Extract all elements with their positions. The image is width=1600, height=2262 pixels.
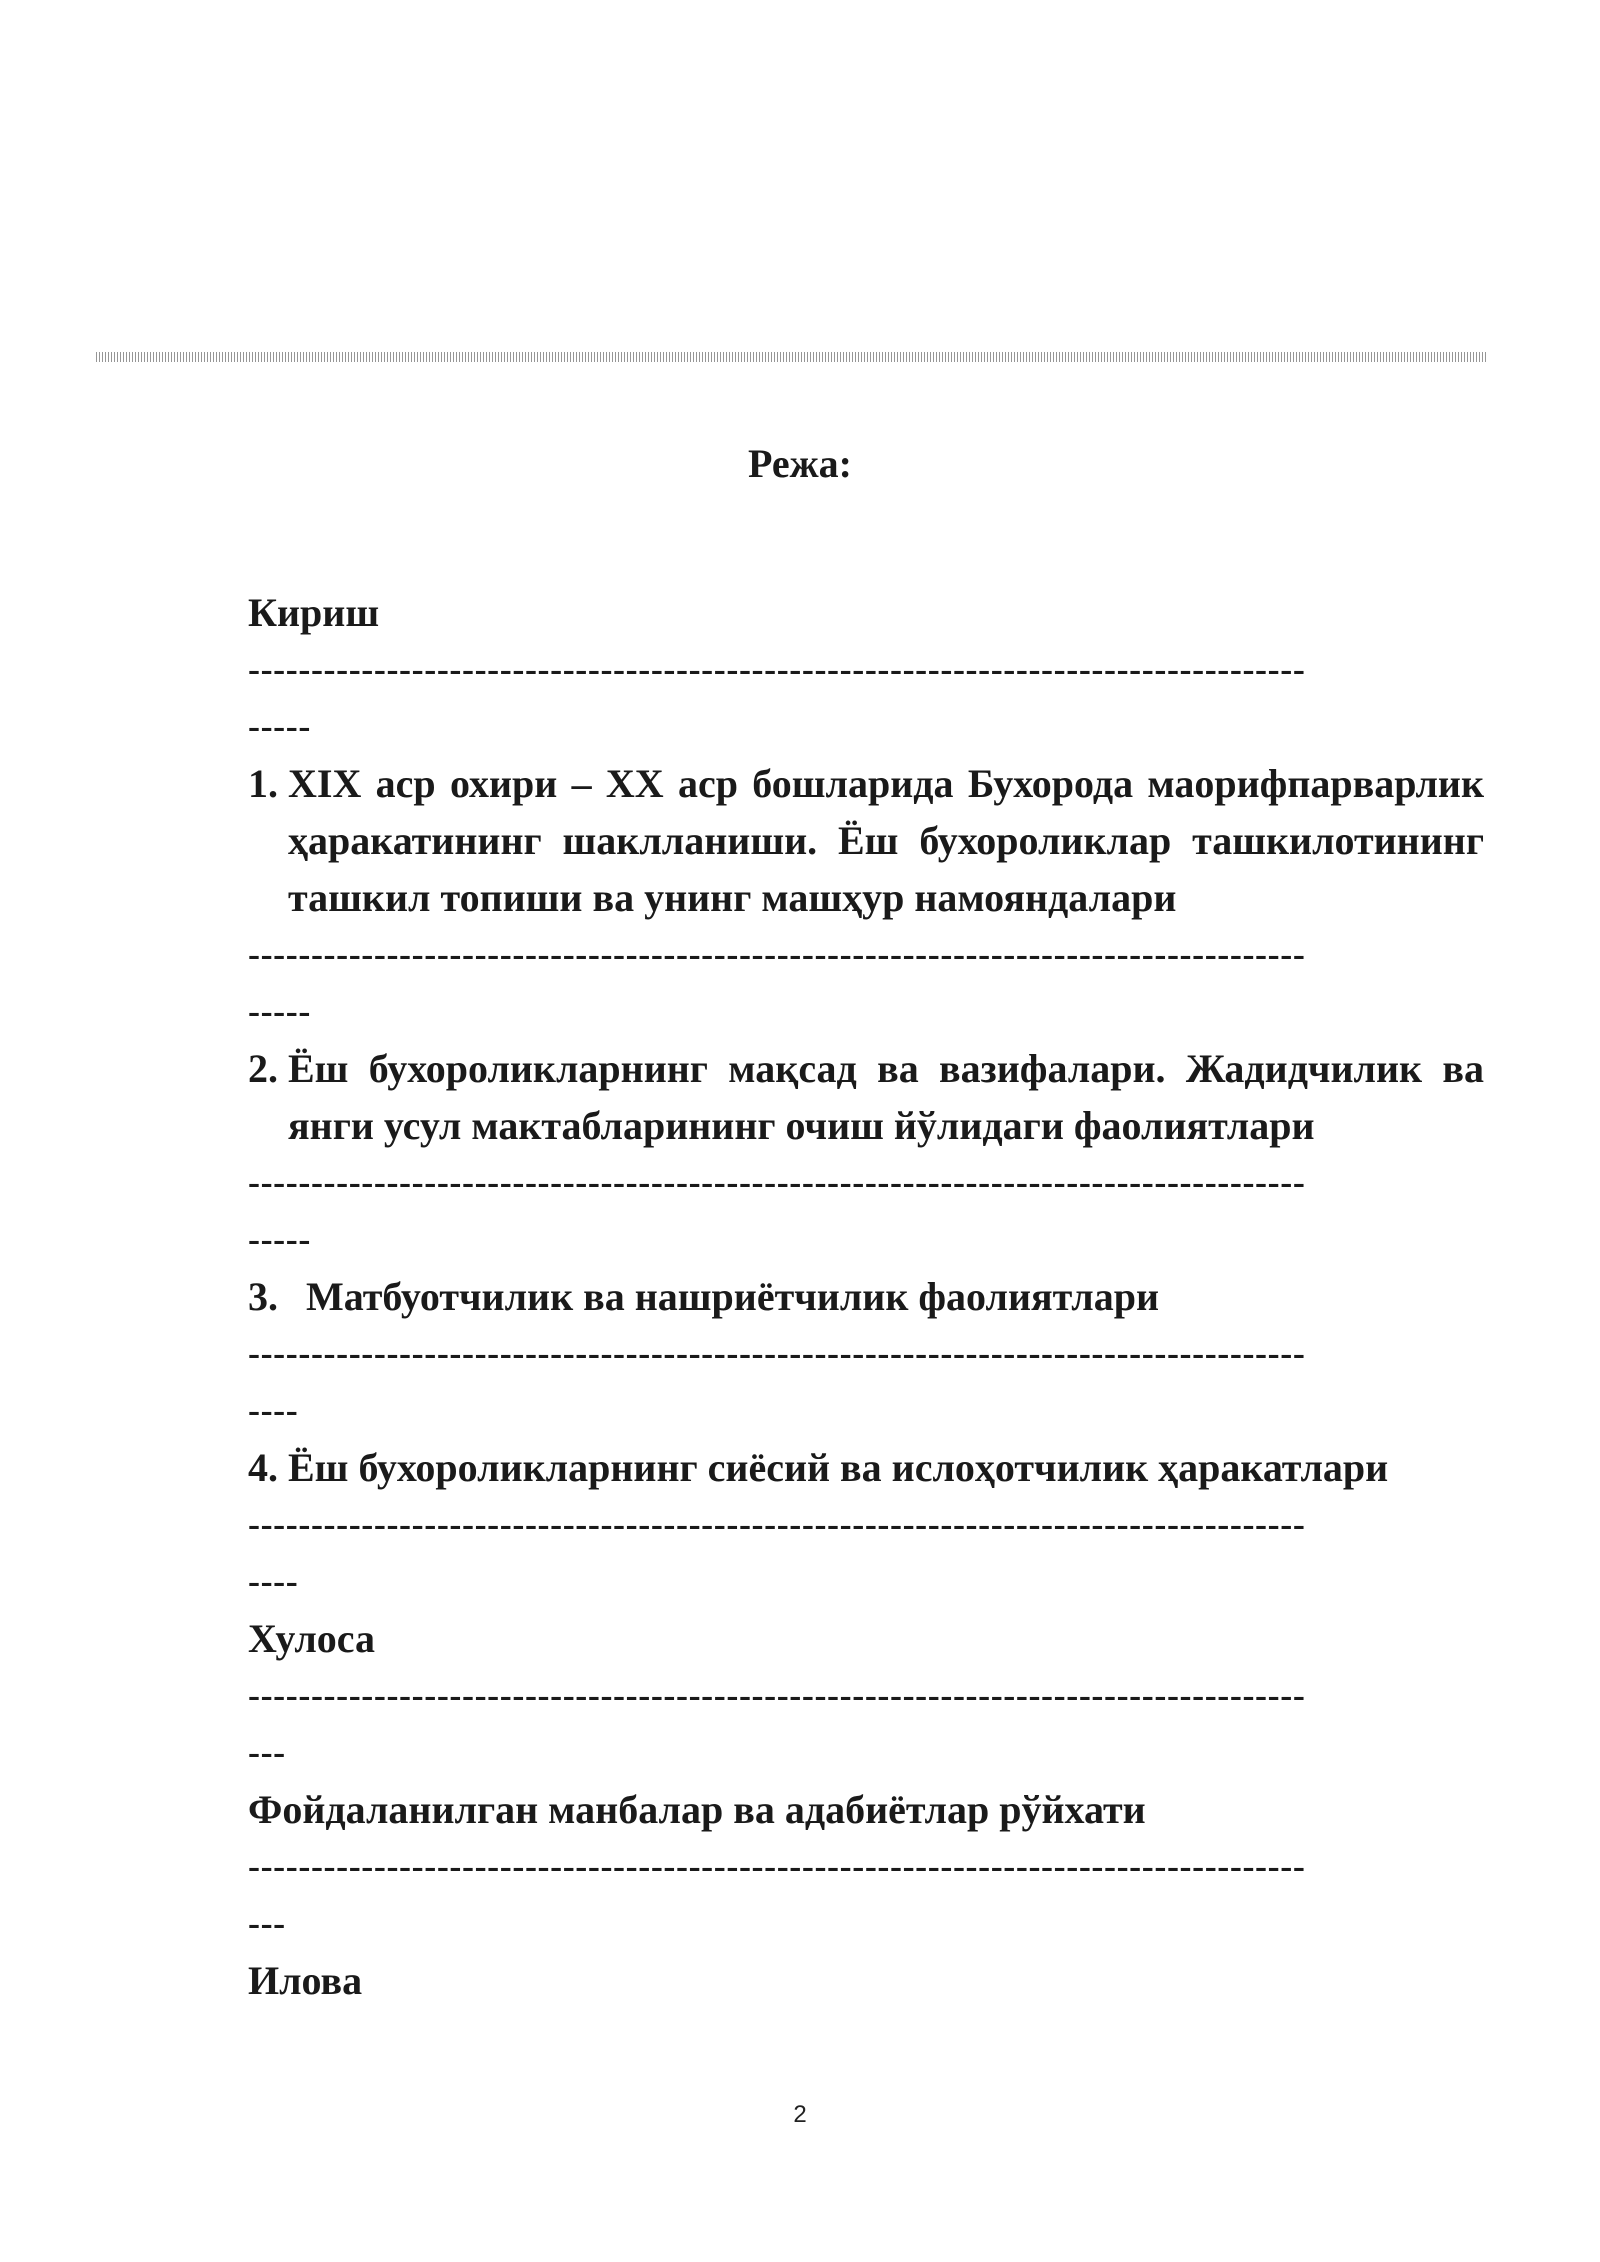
toc-entry-text: Матбуотчилик ва нашриётчилик фаолиятлари bbox=[306, 1274, 1160, 1319]
toc-leader: ------------------------------------------------------------------------------------ bbox=[248, 1675, 1306, 1715]
toc-leader: ------------------------------------------------------------------------------------ bbox=[248, 1333, 1306, 1373]
header-rule bbox=[96, 352, 1488, 362]
toc-entry-text: XIX аср охири – XX аср бошларида Бухорода маорифпарварлик ҳаракатининг шаклланиши. Ёш бухороликлар ташкилотининг ташкил топиши ва унинг машҳур намояндалари bbox=[288, 761, 1484, 920]
toc-entry-number: 3. bbox=[248, 1274, 278, 1319]
toc-leader-tail: ----- bbox=[248, 991, 311, 1031]
toc-leader-tail: ----- bbox=[248, 706, 311, 746]
toc-entry-number: 1. bbox=[248, 761, 278, 806]
toc-entry-number: 2. bbox=[248, 1046, 278, 1091]
toc-entry-3 bbox=[248, 1268, 1484, 1325]
toc-leader-tail: ----- bbox=[248, 1219, 311, 1259]
toc-entry-1 bbox=[248, 755, 1484, 926]
toc-leader: ------------------------------------------------------------------------------------ bbox=[248, 934, 1306, 974]
toc-leader: ------------------------------------------------------------------------------------ bbox=[248, 1846, 1306, 1886]
toc-leader-tail: ---- bbox=[248, 1561, 299, 1601]
toc-leader-tail: --- bbox=[248, 1732, 286, 1772]
toc-entry-sources: Фойдаланилган манбалар ва адабиётлар рўйхати bbox=[248, 1787, 1146, 1832]
toc-entry-text: Ёш бухороликларнинг мақсад ва вазифалари. Жадидчилик ва янги усул мактабларининг очиш йўлидаги фаолиятлари bbox=[288, 1046, 1484, 1148]
page-number: 2 bbox=[793, 2101, 807, 2128]
toc-entry-conclusion: Хулоса bbox=[248, 1616, 376, 1661]
toc-leader: ------------------------------------------------------------------------------------ bbox=[248, 649, 1306, 689]
toc-leader: ------------------------------------------------------------------------------------ bbox=[248, 1504, 1306, 1544]
toc-entry-intro: Кириш bbox=[248, 590, 380, 635]
toc-leader-tail: --- bbox=[248, 1903, 286, 1943]
toc-leader: ------------------------------------------------------------------------------------ bbox=[248, 1162, 1306, 1202]
toc-entry-4: 4. Ёш бухороликларнинг сиёсий ва ислоҳотчилик ҳаракатлари bbox=[248, 1445, 1389, 1490]
toc-entry-appendix: Илова bbox=[248, 1958, 363, 2003]
toc-leader-tail: ---- bbox=[248, 1390, 299, 1430]
page-title: Режа: bbox=[748, 441, 852, 486]
toc-entry-2 bbox=[248, 1040, 1484, 1154]
table-of-contents bbox=[248, 584, 1484, 2009]
